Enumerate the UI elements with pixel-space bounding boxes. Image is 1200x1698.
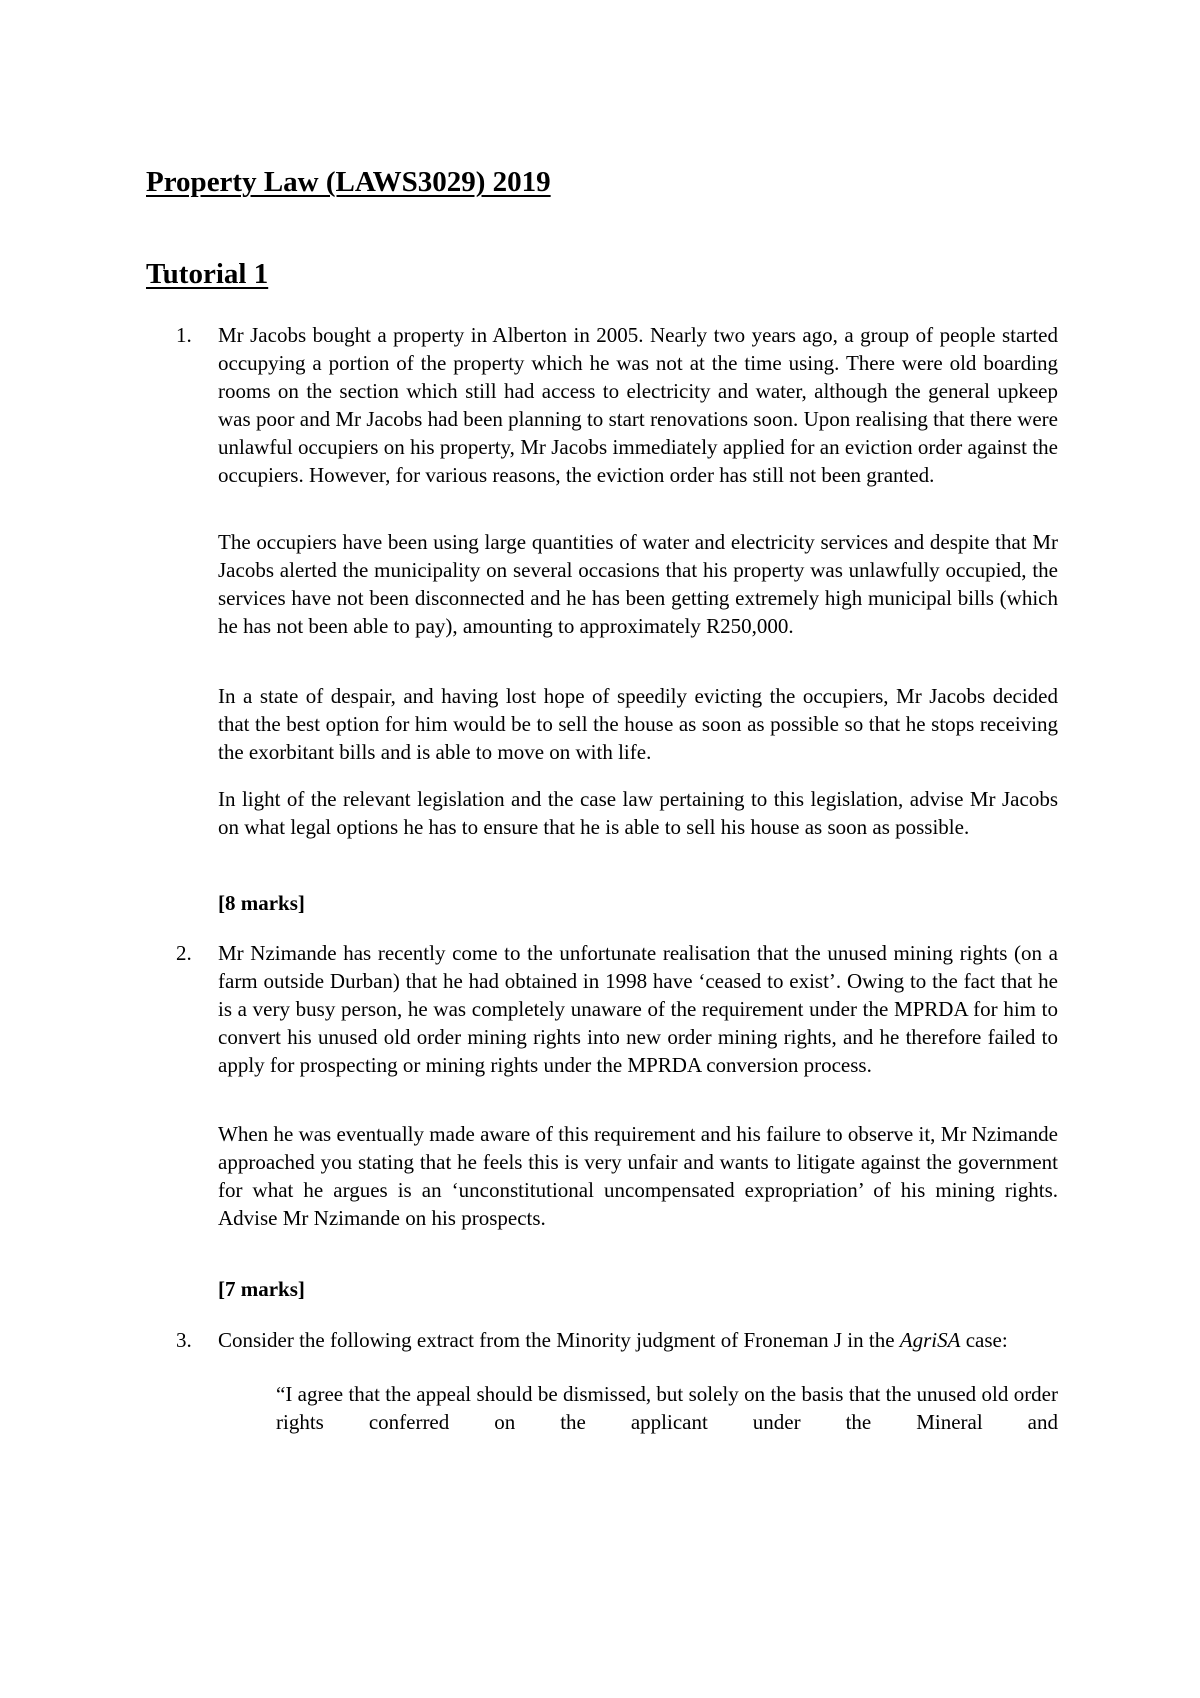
question-2-paragraph-2: When he was eventually made aware of this requirement and his failure to observe it, Mr Nzimande approached you stating that he feels this is very unfair and wants to litigate against the government for what he argues is an ‘unconstitutional uncompensated expropriation’ of his mining rights. Advise Mr Nzimande on his prospects. bbox=[218, 1122, 1058, 1230]
question-3-intro-suffix: case: bbox=[960, 1328, 1008, 1352]
question-2-marks: [7 marks] bbox=[218, 1277, 305, 1301]
question-3-quote: “I agree that the appeal should be dismissed, but solely on the basis that the unused old order rights conferred on the applicant under the Mineral and bbox=[276, 1382, 1058, 1434]
question-1-paragraph-2: The occupiers have been using large quantities of water and electricity services and despite that Mr Jacobs alerted the municipality on several occasions that his property was unlawfully occupied, the services have not been disconnected and he has been getting extremely high municipal bills (which he has not been able to pay), amounting to approximately R250,000. bbox=[218, 530, 1058, 638]
question-1-paragraph-1: Mr Jacobs bought a property in Alberton in 2005. Nearly two years ago, a group of people started occupying a portion of the property which he was not at the time using. There were old boarding rooms on the section which still had access to electricity and water, although the general upkeep was poor and Mr Jacobs had been planning to start renovations soon. Upon realising that there were unlawful occupiers on his property, Mr Jacobs immediately applied for an eviction order against the occupiers. However, for various reasons, the eviction order has still not been granted. bbox=[218, 323, 1058, 487]
question-1-paragraph-3: In a state of despair, and having lost hope of speedily evicting the occupiers, Mr Jacobs decided that the best option for him would be to sell the house as soon as possible so that he stops receiving the exorbitant bills and is able to move on with life. bbox=[218, 684, 1058, 764]
course-title: Property Law (LAWS3029) 2019 bbox=[146, 166, 551, 198]
question-1-number: 1. bbox=[176, 323, 192, 347]
question-3-number: 3. bbox=[176, 1328, 192, 1352]
question-3-intro-text: Consider the following extract from the Minority judgment of Froneman J in the bbox=[218, 1328, 900, 1352]
tutorial-title: Tutorial 1 bbox=[146, 258, 269, 290]
question-1-paragraph-4: In light of the relevant legislation and the case law pertaining to this legislation, advise Mr Jacobs on what legal options he has to ensure that he is able to sell his house as soon as possible. bbox=[218, 787, 1058, 839]
question-2-number: 2. bbox=[176, 941, 192, 965]
question-1-marks: [8 marks] bbox=[218, 891, 305, 915]
question-2-paragraph-1: Mr Nzimande has recently come to the unfortunate realisation that the unused mining rights (on a farm outside Durban) that he had obtained in 1998 have ‘ceased to exist’. Owing to the fact that he is a very busy person, he was completely unaware of the requirement under the MPRDA for him to convert his unused old order mining rights into new order mining rights, and he therefore failed to apply for prospecting or mining rights under the MPRDA conversion process. bbox=[218, 941, 1058, 1077]
question-3-intro bbox=[218, 1326, 1058, 1354]
question-3-case-name: AgriSA bbox=[899, 1328, 961, 1352]
